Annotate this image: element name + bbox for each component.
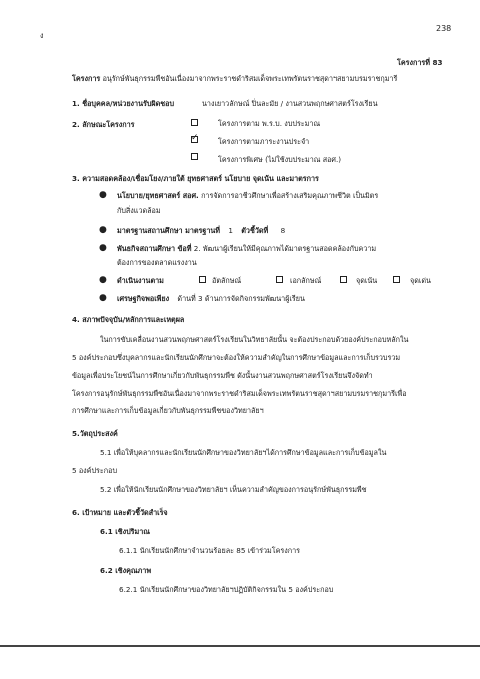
section-1-value: นางเยาวลักษณ์ ปิ่นละมัย / งานสวนพฤกษศาสตร์โรงเรียน	[202, 99, 378, 108]
objective-2: 5.2 เพื่อให้นักเรียนนักศึกษาของวิทยาลัยฯ เห็นความสำคัญของการอนุรักษ์พันธุกรรมพืช	[100, 485, 367, 494]
checkbox-identity	[199, 276, 206, 283]
mission-text: 2. พัฒนาผู้เรียนให้มีคุณภาพได้มาตรฐานสอดคล้องกับความ	[193, 244, 377, 253]
bullet-icon: ●	[99, 243, 107, 253]
mission-label: พันธกิจสถานศึกษา ข้อที่	[117, 244, 192, 253]
page-number: 238	[436, 24, 452, 33]
section-4-title: 4. สภาพปัจจุบัน/หลักการและเหตุผล	[72, 315, 185, 324]
policy-label: นโยบาย/ยุทธศาสตร์ สอศ.	[117, 191, 199, 200]
mission-line	[117, 244, 376, 253]
page-bottom-divider	[0, 645, 480, 647]
policy-line	[117, 191, 378, 200]
sufficiency-label: เศรษฐกิจพอเพียง	[117, 294, 170, 303]
check-mark-icon: ✓	[191, 133, 199, 143]
project-heading	[72, 74, 397, 83]
objective-1-continued: 5 องค์ประกอบ	[72, 466, 118, 475]
option-identity: อัตลักษณ์	[212, 276, 242, 285]
rationale-line: ข้อมูลเพื่อประโยชน์ในการศึกษาเกี่ยวกับพันธุกรรมพืช ดังนั้นงานสวนพฤกษศาสตร์โรงเรียนจึงจัดทำ	[72, 371, 373, 380]
objective-1: 5.1 เพื่อให้บุคลากรและนักเรียนนักศึกษาของวิทยาลัยฯได้การศึกษาข้อมูลและการเก็บข้อมูลใน	[100, 448, 387, 457]
sufficiency-line	[117, 294, 305, 303]
checkbox-uniqueness	[276, 276, 283, 283]
rationale-line: 5 องค์ประกอบซึ่งบุคลากรและนักเรียนนักศึกษาจะต้องให้ความสำคัญในการศึกษาข้อมูลและการเก็บรวบรวม	[72, 353, 401, 362]
bullet-icon: ●	[99, 190, 107, 200]
operation-label: ดำเนินงานตาม	[117, 276, 164, 285]
bullet-icon: ●	[99, 275, 107, 285]
rationale-line: โครงการอนุรักษ์พันธุกรรมพืชอันเนื่องมาจากพระราชดำริสมเด็จพระเทพรัตนราชสุดาฯสยามบรมราชกุมารีเพื่อ	[72, 389, 407, 398]
bullet-icon: ●	[99, 225, 107, 235]
option-focus: จุดเน้น	[356, 276, 378, 285]
checkbox-budget-act	[191, 119, 198, 126]
checkbox-focus	[340, 276, 347, 283]
option-special-project: โครงการพิเศษ (ไม่ใช้งบประมาณ สอศ.)	[218, 155, 342, 164]
page-mark: ง	[40, 31, 44, 40]
project-name: อนุรักษ์พันธุกรรมพืชอันเนื่องมาจากพระราชดำริสมเด็จพระเทพรัตนราชสุดาฯสยามบรมราชกุมารี	[102, 74, 398, 83]
section-6-title: 6. เป้าหมาย และตัวชี้วัดสำเร็จ	[72, 508, 168, 517]
section-2-title: 2. ลักษณะโครงการ	[72, 120, 135, 129]
section-1-title: 1. ชื่อบุคคล/หน่วยงานรับผิดชอบ	[72, 99, 175, 108]
project-label: โครงการ	[72, 74, 101, 83]
checkbox-special-project	[191, 153, 198, 160]
checkbox-routine-work	[191, 133, 199, 143]
option-uniqueness: เอกลักษณ์	[290, 276, 322, 285]
quality-title: 6.2 เชิงคุณภาพ	[100, 566, 152, 575]
indicator-label: ตัวชี้วัดที่	[241, 226, 269, 235]
option-budget-act: โครงการตาม พ.ร.บ. งบประมาณ	[218, 119, 321, 128]
option-routine-work: โครงการตามภาระงานประจำ	[218, 137, 310, 146]
sufficiency-text: ด้านที่ 3 ด้านการจัดกิจกรรมพัฒนาผู้เรียน	[177, 294, 305, 303]
quality-item: 6.2.1 นักเรียนนักศึกษาของวิทยาลัยฯปฏิบัติกิจกรรมใน 5 องค์ประกอบ	[119, 585, 334, 594]
standard-line	[117, 226, 285, 235]
option-highlight: จุดเด่น	[410, 276, 431, 285]
project-number: โครงการที่ 83	[397, 58, 443, 67]
standard-label: มาตรฐานสถานศึกษา มาตรฐานที่	[117, 226, 221, 235]
section-5-title: 5.วัตถุประสงค์	[72, 429, 118, 438]
policy-text-continued: กับสิ่งแวดล้อม	[117, 206, 161, 215]
mission-text-continued: ต้องการของตลาดแรงงาน	[117, 258, 197, 267]
bullet-icon: ●	[99, 293, 107, 303]
rationale-line: การศึกษาและการเก็บข้อมูลเกี่ยวกับพันธุกรรมพืชของวิทยาลัยฯ	[72, 406, 264, 415]
quantity-title: 6.1 เชิงปริมาณ	[100, 527, 150, 536]
checkbox-highlight	[393, 276, 400, 283]
indicator-number: 8	[280, 226, 286, 235]
policy-text: การจัดการอาชีวศึกษาเพื่อสร้างเสริมคุณภาพชีวิต เป็นมิตร	[201, 191, 379, 200]
quantity-item: 6.1.1 นักเรียนนักศึกษาจำนวนร้อยละ 85 เข้าร่วมโครงการ	[119, 546, 301, 555]
section-3-title: 3. ความสอดคล้อง/เชื่อมโยง/ภายใต้ ยุทธศาสตร์ นโยบาย จุดเน้น และมาตรการ	[72, 174, 319, 183]
rationale-line: ในการขับเคลื่อนงานสวนพฤกษศาสตร์โรงเรียนในวิทยาลัยนั้น จะต้องประกอบด้วยองค์ประกอบหลักใน	[100, 335, 409, 344]
standard-number: 1	[228, 226, 233, 235]
